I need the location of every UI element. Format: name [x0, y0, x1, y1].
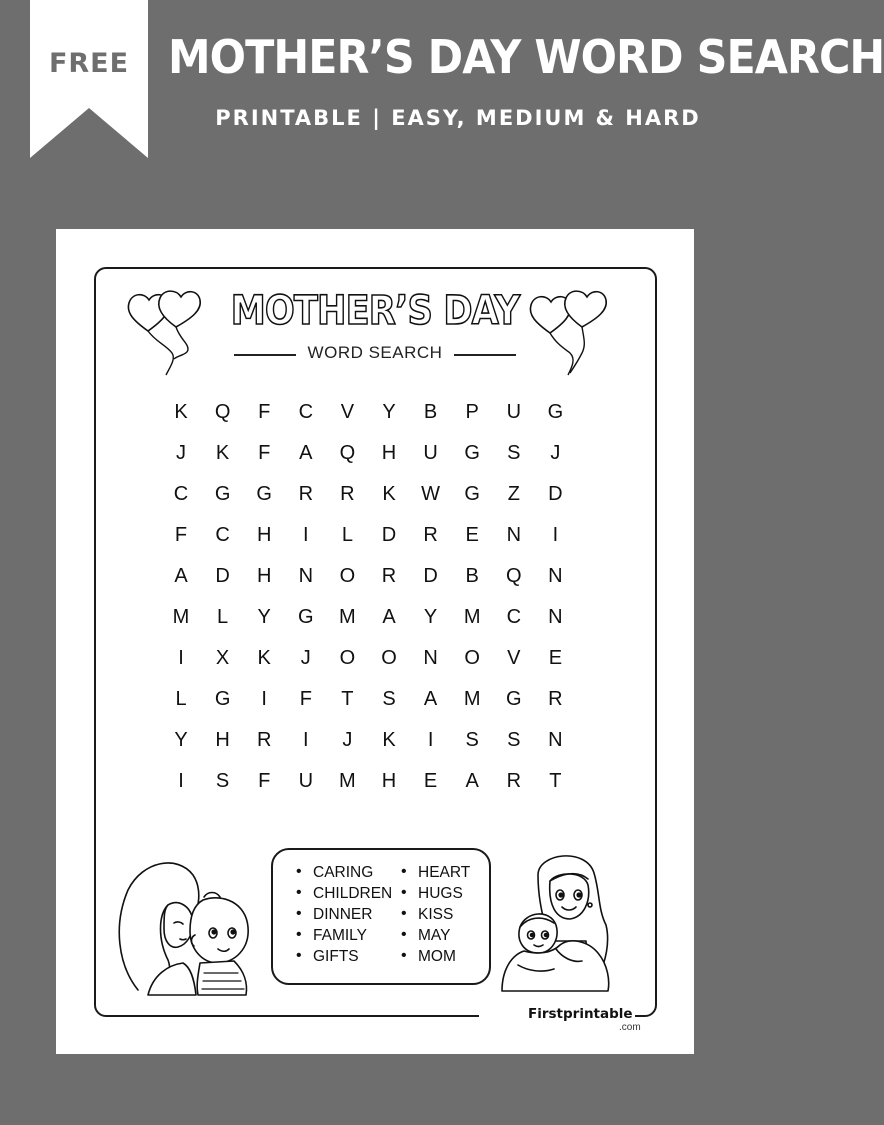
word-list-item: • MAY — [418, 927, 450, 945]
grid-letter: R — [298, 483, 314, 505]
grid-letter: N — [298, 565, 314, 587]
grid-letter: L — [217, 606, 229, 628]
grid-letter: D — [548, 483, 563, 505]
grid-letter: S — [507, 729, 521, 751]
grid-letter: K — [382, 483, 396, 505]
grid-letter: H — [256, 565, 272, 587]
grid-letter: D — [423, 565, 438, 587]
brand-logo: Firstprintable — [528, 1006, 633, 1022]
word-list-item: • HUGS — [418, 885, 463, 903]
grid-letter: R — [423, 524, 438, 546]
grid-letter: B — [423, 401, 438, 423]
grid-letter: K — [257, 647, 271, 669]
worksheet-page — [56, 229, 694, 1054]
grid-letter: N — [423, 647, 438, 669]
grid-letter: F — [258, 770, 271, 792]
grid-letter: Q — [339, 442, 356, 464]
grid-letter: R — [340, 483, 355, 505]
grid-letter: R — [506, 770, 522, 792]
mother-kissing-baby-illustration — [108, 845, 258, 995]
grid-letter: L — [341, 524, 353, 546]
grid-letter: C — [215, 524, 230, 546]
grid-letter: M — [463, 606, 481, 628]
grid-letter: R — [256, 729, 272, 751]
grid-letter: M — [463, 688, 481, 710]
grid-letter: G — [298, 606, 314, 628]
grid-letter: A — [382, 606, 396, 628]
worksheet-subtitle-row — [234, 343, 516, 365]
grid-letter: C — [506, 606, 522, 628]
page-subtitle: PRINTABLE | EASY, MEDIUM & HARD — [215, 106, 701, 130]
grid-letter: Y — [174, 729, 188, 751]
grid-letter: G — [506, 688, 522, 710]
grid-letter: E — [548, 647, 563, 669]
grid-letter: F — [174, 524, 188, 546]
grid-letter: K — [215, 442, 230, 464]
grid-letter: O — [339, 647, 356, 669]
grid-letter: M — [172, 606, 190, 628]
grid-letter: D — [215, 565, 230, 587]
grid-letter: I — [178, 770, 184, 792]
grid-letter: R — [548, 688, 563, 710]
word-list-item: • HEART — [418, 864, 470, 882]
grid-letter: O — [381, 647, 397, 669]
grid-letter: J — [550, 442, 561, 464]
word-list-item: • CHILDREN — [313, 885, 392, 903]
grid-letter: V — [507, 647, 521, 669]
grid-letter: H — [381, 442, 397, 464]
grid-letter: O — [339, 565, 356, 587]
worksheet-title: MOTHER’S DAY — [230, 288, 520, 334]
grid-letter: S — [215, 770, 230, 792]
grid-letter: U — [298, 770, 314, 792]
grid-letter: I — [552, 524, 559, 546]
grid-letter: S — [507, 442, 521, 464]
worksheet-subtitle: WORD SEARCH — [307, 343, 443, 362]
grid-letter: A — [423, 688, 438, 710]
grid-letter: V — [340, 401, 355, 423]
grid-letter: G — [547, 401, 564, 423]
grid-letter: C — [173, 483, 189, 505]
grid-letter: W — [421, 483, 441, 505]
grid-letter: F — [299, 688, 312, 710]
grid-letter: A — [465, 770, 479, 792]
mother-hugging-child-illustration — [498, 845, 618, 993]
grid-letter: E — [423, 770, 438, 792]
grid-letter: A — [174, 565, 188, 587]
grid-letter: A — [299, 442, 313, 464]
grid-letter: G — [256, 483, 272, 505]
grid-letter: F — [258, 401, 271, 423]
grid-letter: Y — [423, 606, 438, 628]
grid-letter: I — [427, 729, 434, 751]
grid-letter: G — [214, 483, 231, 505]
grid-letter: I — [261, 688, 267, 710]
grid-letter: N — [548, 729, 563, 751]
grid-letter: C — [298, 401, 314, 423]
grid-letter: I — [178, 647, 184, 669]
grid-letter: R — [381, 565, 397, 587]
grid-letter: U — [506, 401, 522, 423]
grid-letter: Q — [214, 401, 231, 423]
grid-letter: Z — [507, 483, 520, 505]
word-list-item: • GIFTS — [313, 948, 359, 966]
free-ribbon-label: FREE — [48, 48, 130, 79]
grid-letter: D — [381, 524, 397, 546]
grid-letter: J — [176, 442, 186, 464]
grid-letter: X — [215, 647, 230, 669]
grid-letter: N — [506, 524, 522, 546]
grid-letter: H — [256, 524, 272, 546]
grid-letter: N — [548, 606, 563, 628]
grid-letter: T — [549, 770, 562, 792]
grid-letter: I — [303, 729, 309, 751]
grid-letter: F — [258, 442, 271, 464]
grid-letter: J — [342, 729, 353, 751]
grid-letter: B — [465, 565, 479, 587]
page-title: MOTHER’S DAY WORD SEARCH — [168, 30, 884, 84]
grid-letter: G — [464, 483, 480, 505]
grid-letter: M — [339, 770, 356, 792]
grid-letter: O — [464, 647, 480, 669]
grid-letter: L — [175, 688, 187, 710]
word-list-item: • DINNER — [313, 906, 372, 924]
word-list-item: • FAMILY — [313, 927, 367, 945]
grid-letter: T — [341, 688, 354, 710]
grid-letter: M — [339, 606, 356, 628]
grid-letter: Y — [257, 606, 271, 628]
grid-letter: H — [215, 729, 230, 751]
brand-logo-suffix: .com — [619, 1022, 641, 1033]
grid-letter: K — [382, 729, 396, 751]
word-list-box — [271, 848, 491, 985]
grid-letter: P — [465, 401, 479, 423]
grid-letter: K — [174, 401, 188, 423]
grid-letter: H — [381, 770, 397, 792]
grid-letter: J — [300, 647, 311, 669]
free-ribbon — [30, 0, 148, 158]
grid-letter: Q — [506, 565, 522, 587]
divider-line — [454, 354, 516, 356]
word-list-item: • MOM — [418, 948, 456, 966]
word-list-item: • CARING — [313, 864, 373, 882]
grid-letter: G — [214, 688, 231, 710]
word-list-item: • KISS — [418, 906, 453, 924]
grid-letter: U — [423, 442, 438, 464]
grid-letter: S — [382, 688, 396, 710]
grid-letter: Y — [382, 401, 396, 423]
grid-letter: G — [464, 442, 480, 464]
grid-letter: S — [465, 729, 479, 751]
grid-letter: I — [303, 524, 309, 546]
grid-letter: N — [548, 565, 563, 587]
grid-letter: E — [465, 524, 479, 546]
